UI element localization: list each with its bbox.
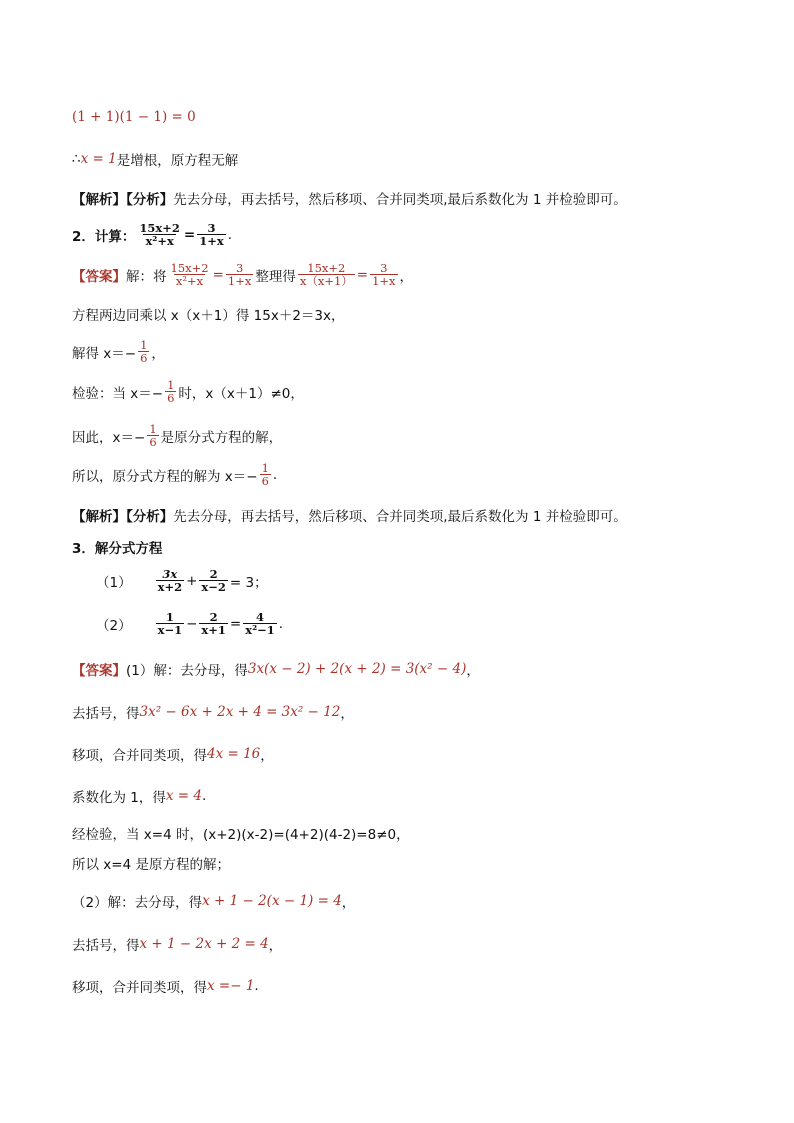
text: 系数化为 1，得 (72, 790, 166, 806)
period: . (278, 615, 284, 632)
text: 解：将 (126, 268, 167, 285)
comma: ， (260, 748, 274, 764)
comma: ， (466, 663, 480, 679)
equation: (1 + 1)(1 − 1) = 0 (72, 109, 196, 125)
numerator: 4 (255, 610, 264, 624)
denominator: x−1 (157, 623, 183, 638)
numerator: 2 (209, 610, 218, 624)
text: 检验：当 x＝− (72, 385, 164, 402)
numerator: 3 (235, 261, 244, 275)
sub-question-1 (96, 568, 268, 593)
text: 是增根，原方程无解 (116, 153, 239, 169)
period: . (272, 466, 278, 483)
answer-3 (72, 659, 480, 679)
fraction (298, 262, 355, 287)
equation: x + 1 − 2x + 2 = 4 (139, 936, 269, 952)
denominator: x²+x (175, 274, 204, 289)
numerator: 3x (162, 567, 178, 581)
equals: = (229, 615, 242, 632)
analysis-text: 先去分母，再去括号，然后移项、合并同类项,最后系数化为 1 并检验即可。 (173, 192, 627, 208)
sub-question-2 (96, 611, 283, 636)
comma: ， (340, 706, 354, 722)
fraction (138, 339, 149, 364)
period: . (202, 788, 207, 804)
denominator: 1+x (227, 274, 252, 289)
denominator: 6 (167, 391, 175, 406)
text: 所以，原分式方程的解为 x＝− (72, 468, 258, 485)
step-line (72, 891, 355, 911)
numerator: 15x+2 (139, 221, 180, 235)
equals: = (356, 266, 369, 283)
denominator: x²−1 (245, 623, 275, 638)
fraction (370, 262, 397, 287)
step-line (72, 786, 206, 806)
period: . (254, 978, 259, 994)
answer-tag: 【答案】 (72, 663, 126, 679)
check-line (72, 823, 410, 843)
denominator: x+1 (201, 623, 226, 638)
denominator: x−2 (201, 580, 226, 595)
question-label: 2．计算： (72, 228, 136, 245)
operator: − (186, 615, 198, 632)
denominator: 6 (140, 351, 148, 366)
numerator: 15x+2 (307, 261, 346, 275)
fraction (165, 379, 176, 404)
equation: x = 1 (80, 151, 117, 167)
sub-label: （2） (96, 617, 132, 634)
fraction (156, 611, 185, 636)
step-line (72, 976, 259, 996)
numerator: 1 (140, 338, 148, 352)
equation-end: = 3； (229, 574, 268, 591)
step-line (72, 934, 282, 954)
numerator: 1 (165, 610, 174, 624)
analysis-tag: 【解析】【分析】 (72, 192, 174, 208)
denominator: x（x+1） (299, 274, 353, 289)
conclusion-line (72, 462, 277, 487)
operator: + (186, 572, 198, 589)
text: 所以 x=4 是原方程的解； (72, 857, 230, 873)
conclusion-line (72, 149, 238, 169)
numerator: 15x+2 (170, 261, 209, 275)
numerator: 2 (209, 567, 218, 581)
fraction (199, 568, 228, 593)
text-line (72, 304, 345, 324)
equation: 4x = 16 (207, 746, 261, 762)
analysis-line (72, 188, 627, 208)
therefore-line (72, 423, 282, 448)
equation: 3x(x − 2) + 2(x + 2) = 3(x² − 4) (247, 661, 467, 677)
text: 去括号，得 (72, 938, 140, 954)
analysis-text: 先去分母，再去括号，然后移项、合并同类项,最后系数化为 1 并检验即可。 (173, 509, 627, 525)
numerator: 1 (167, 378, 175, 392)
comma: ， (341, 895, 356, 911)
text: 移项，合并同类项，得 (72, 980, 207, 996)
denominator: 1+x (199, 234, 224, 249)
denominator: x²+x (145, 234, 174, 249)
text: 方程两边同乘以 x（x＋1）得 15x＋2＝3x， (72, 308, 345, 324)
denominator: 6 (149, 435, 157, 450)
fraction (243, 611, 277, 636)
numerator: 1 (261, 461, 269, 475)
comma: ， (151, 345, 165, 362)
check-line (72, 379, 304, 404)
fraction (260, 462, 271, 487)
text: 去括号，得 (72, 706, 140, 722)
answer-2 (72, 262, 413, 287)
denominator: x+2 (157, 580, 183, 595)
equation: 3x² − 6x + 2x + 4 = 3x² − 12 (139, 704, 341, 720)
solution-line (72, 339, 165, 364)
numerator: 3 (207, 221, 216, 235)
equals: = (183, 226, 196, 243)
sub-label: （1） (96, 574, 132, 591)
numerator: 3 (380, 261, 388, 275)
comma: ， (268, 938, 283, 954)
denominator: 6 (261, 474, 269, 489)
equation-line (72, 109, 196, 125)
analysis-line (72, 505, 627, 525)
analysis-tag: 【解析】【分析】 (72, 509, 174, 525)
text: 时，x（x＋1）≠0， (178, 385, 304, 402)
therefore-symbol: ∴ (72, 151, 81, 167)
fraction (147, 423, 158, 448)
fraction (199, 611, 228, 636)
step-line (72, 744, 274, 764)
equals: = (212, 266, 224, 283)
text: 经检验，当 x=4 时，(x+2)(x-2)=(4+2)(4-2)=8≠0， (72, 827, 410, 843)
text: 整理得 (255, 268, 296, 285)
fraction (226, 262, 253, 287)
question-2 (72, 222, 232, 247)
comma: ， (399, 268, 414, 285)
text: 是原分式方程的解， (160, 429, 283, 446)
equation: x = 4 (165, 788, 202, 804)
equation: x =− 1 (207, 978, 255, 994)
question-label: 3．解分式方程 (72, 541, 163, 557)
text: (1）解：去分母，得 (126, 663, 248, 679)
equation: x + 1 − 2(x − 1) = 4 (202, 893, 342, 909)
text: 移项，合并同类项，得 (72, 748, 207, 764)
text: 解得 x＝− (72, 345, 137, 362)
period: . (227, 226, 233, 243)
fraction (137, 222, 182, 247)
text: （2）解：去分母，得 (72, 895, 203, 911)
fraction (197, 222, 226, 247)
text: 因此，x＝− (72, 429, 146, 446)
step-line (72, 702, 354, 722)
denominator: 1+x (372, 274, 396, 289)
fraction (156, 568, 185, 593)
question-3 (72, 537, 162, 557)
numerator: 1 (149, 422, 157, 436)
answer-tag: 【答案】 (72, 268, 126, 285)
conclusion-line (72, 853, 230, 873)
fraction (169, 262, 211, 287)
